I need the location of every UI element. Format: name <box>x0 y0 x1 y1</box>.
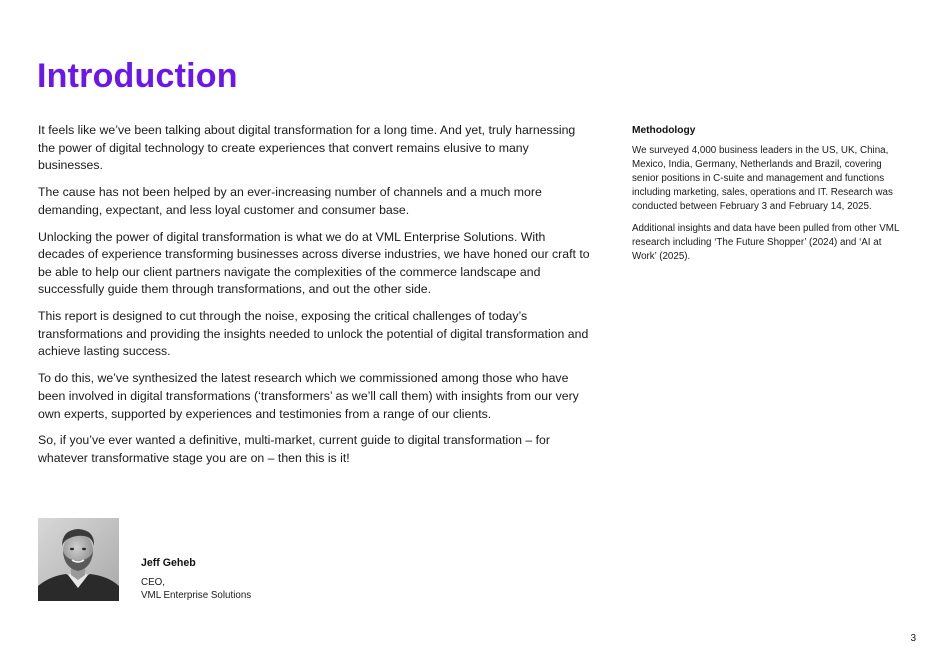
intro-paragraph: It feels like we’ve been talking about digital transformation for a long time. And yet, truly harnessing the power of digital technology to create experiences that convert remains elusive to many businesses. <box>38 123 576 173</box>
methodology-paragraph: We surveyed 4,000 business leaders in the US, UK, China, Mexico, India, Germany, Netherlands and Brazil, covering senior positions in C-suite and management and functions including marketing, sales, operations and IT. Research was conducted between February 3 and February 14, 2025. <box>632 145 893 212</box>
intro-paragraph: The cause has not been helped by an ever-increasing number of channels and a much more demanding, expectant, and less loyal customer and consumer base. <box>38 185 542 217</box>
signatory-role: CEO, <box>141 577 165 588</box>
page-title: Introduction <box>37 57 238 95</box>
intro-paragraph: This report is designed to cut through the noise, exposing the critical challenges of today’s transformations and providing the insights needed to unlock the potential of digital transformation and achieve lasting success. <box>38 309 589 359</box>
portrait-photo-icon <box>38 518 119 601</box>
methodology-sidebar <box>632 124 902 271</box>
methodology-heading: Methodology <box>632 125 696 136</box>
portrait-illustration <box>38 518 119 601</box>
methodology-paragraph: Additional insights and data have been pulled from other VML research including ‘The Future Shopper’ (2024) and ‘AI at Work’ (2025). <box>632 222 900 262</box>
intro-paragraph: To do this, we’ve synthesized the latest research which we commissioned among those who have been involved in digital transformations (‘transformers’ as we’ll call them) with insights from our very own experts, supported by experiences and testimonies from a range of our clients. <box>38 371 579 421</box>
intro-paragraph: Unlocking the power of digital transformation is what we do at VML Enterprise Solutions. With decades of experience transforming businesses across diverse industries, we have honed our craft to be able to help our client partners navigate the complexities of the commerce landscape and successfully guide them through transformations, and out the other side. <box>38 229 590 297</box>
intro-paragraph: So, if you’ve ever wanted a definitive, multi-market, current guide to digital transformation – for whatever transformative stage you are on – then this is it! <box>38 433 550 465</box>
intro-body <box>38 122 590 477</box>
signatory-name: Jeff Geheb <box>141 557 196 569</box>
signatory-company: VML Enterprise Solutions <box>141 590 252 601</box>
page-number: 3 <box>910 633 916 644</box>
